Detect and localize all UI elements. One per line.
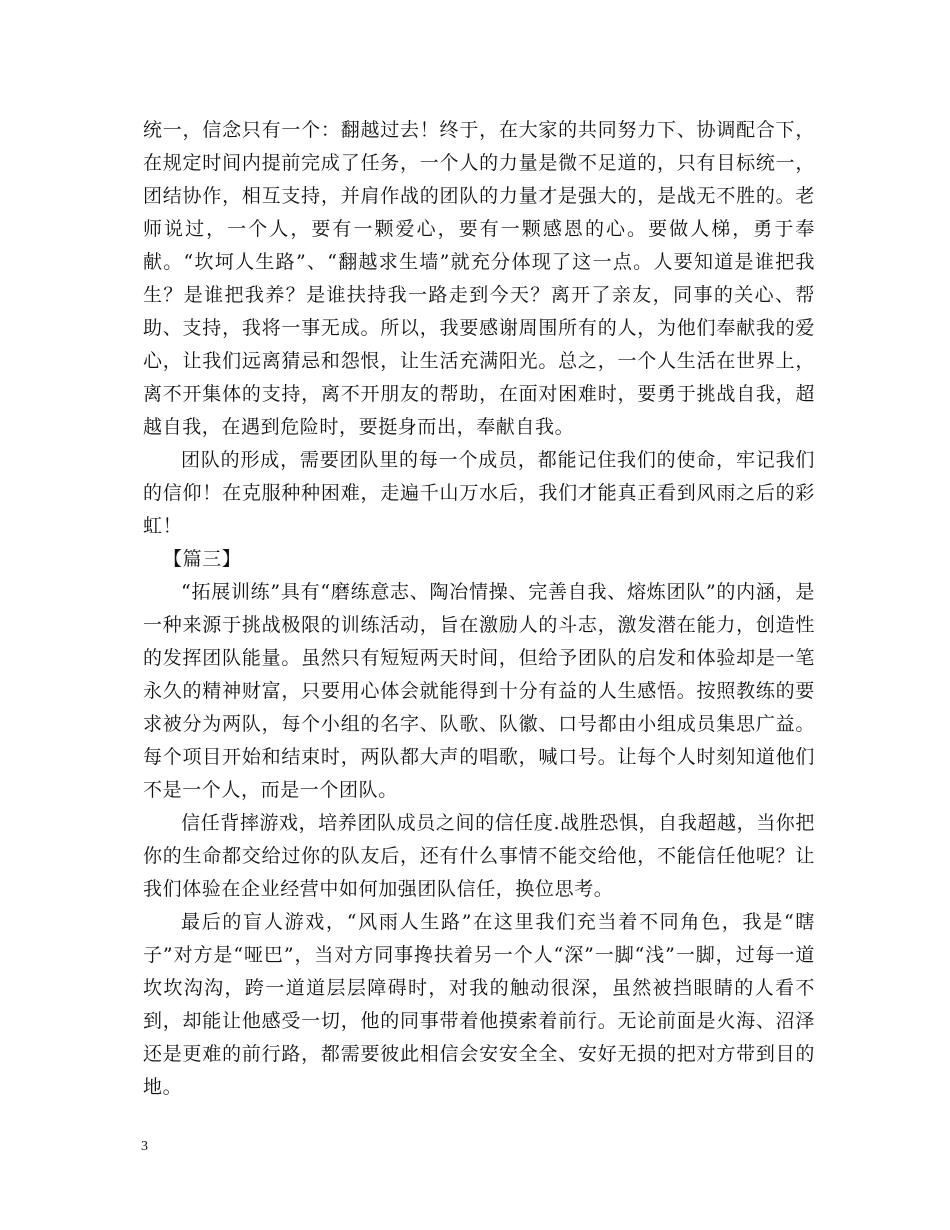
paragraph-trust-fall: 信任背摔游戏，培养团队成员之间的信任度.战胜恐惧，自我超越，当你把你的生命都交给过你的队友后，还有什么事情不能交给他，不能信任他呢？让我们体验在企业经营中如何加强团队信任，换位思考。 xyxy=(143,812,815,900)
paragraph-expansion-training: “拓展训练”具有“磨练意志、陶冶情操、完善自我、熔炼团队”的内涵，是一种来源于挑战极限的训练活动，旨在激励人的斗志，激发潜在能力，创造性的发挥团队能量。虽然只有短短两天时间，但给予团队的启发和体验却是一笔永久的精神财富，只要用心体会就能得到十分有益的人生感悟。按照教练的要求被分为两队，每个小组的名字、队歌、队徽、口号都由小组成员集思广益。每个项目开始和结束时，两队都大声的唱歌，喊口号。让每个人时刻知道他们不是一个人，而是一个团队。 xyxy=(143,581,815,801)
document-body xyxy=(143,114,815,1104)
paragraph-blind-game: 最后的盲人游戏，“风雨人生路”在这里我们充当着不同角色，我是“瞎子”对方是“哑巴”，当对方同事搀扶着另一个人“深”一脚“浅”一脚，过每一道坎坎沟沟，跨一道道层层障碍时，对我的触动很深，虽然被挡眼睛的人看不到，却能让他感受一切，他的同事带着他摸索着前行。无论前面是火海、沼泽还是更难的前行路，都需要彼此相信会安安全全、安好无损的把对方带到目的地。 xyxy=(143,911,815,1098)
paragraph-team-formation: 团队的形成，需要团队里的每一个成员，都能记住我们的使命，牢记我们的信仰！在克服种种困难，走遍千山万水后，我们才能真正看到风雨之后的彩虹！ xyxy=(143,449,815,537)
page-number: 3 xyxy=(141,1139,148,1154)
section-heading-part-three: 【篇三】 xyxy=(163,548,242,570)
paragraph-continued: 统一，信念只有一个：翻越过去！终于，在大家的共同努力下、协调配合下，在规定时间内提前完成了任务，一个人的力量是微不足道的，只有目标统一，团结协作，相互支持，并肩作战的团队的力量才是强大的，是战无不胜的。老师说过，一个人，要有一颗爱心，要有一颗感恩的心。要做人梯，勇于奉献。“坎坷人生路”、“翻越求生墙”就充分体现了这一点。人要知道是谁把我生？是谁把我养？是谁扶持我一路走到今天？离开了亲友，同事的关心、帮助、支持，我将一事无成。所以，我要感谢周围所有的人，为他们奉献我的爱心，让我们远离猜忌和怨恨，让生活充满阳光。总之，一个人生活在世界上，离不开集体的支持，离不开朋友的帮助，在面对困难时，要勇于挑战自我，超越自我，在遇到危险时，要挺身而出，奉献自我。 xyxy=(143,119,815,438)
